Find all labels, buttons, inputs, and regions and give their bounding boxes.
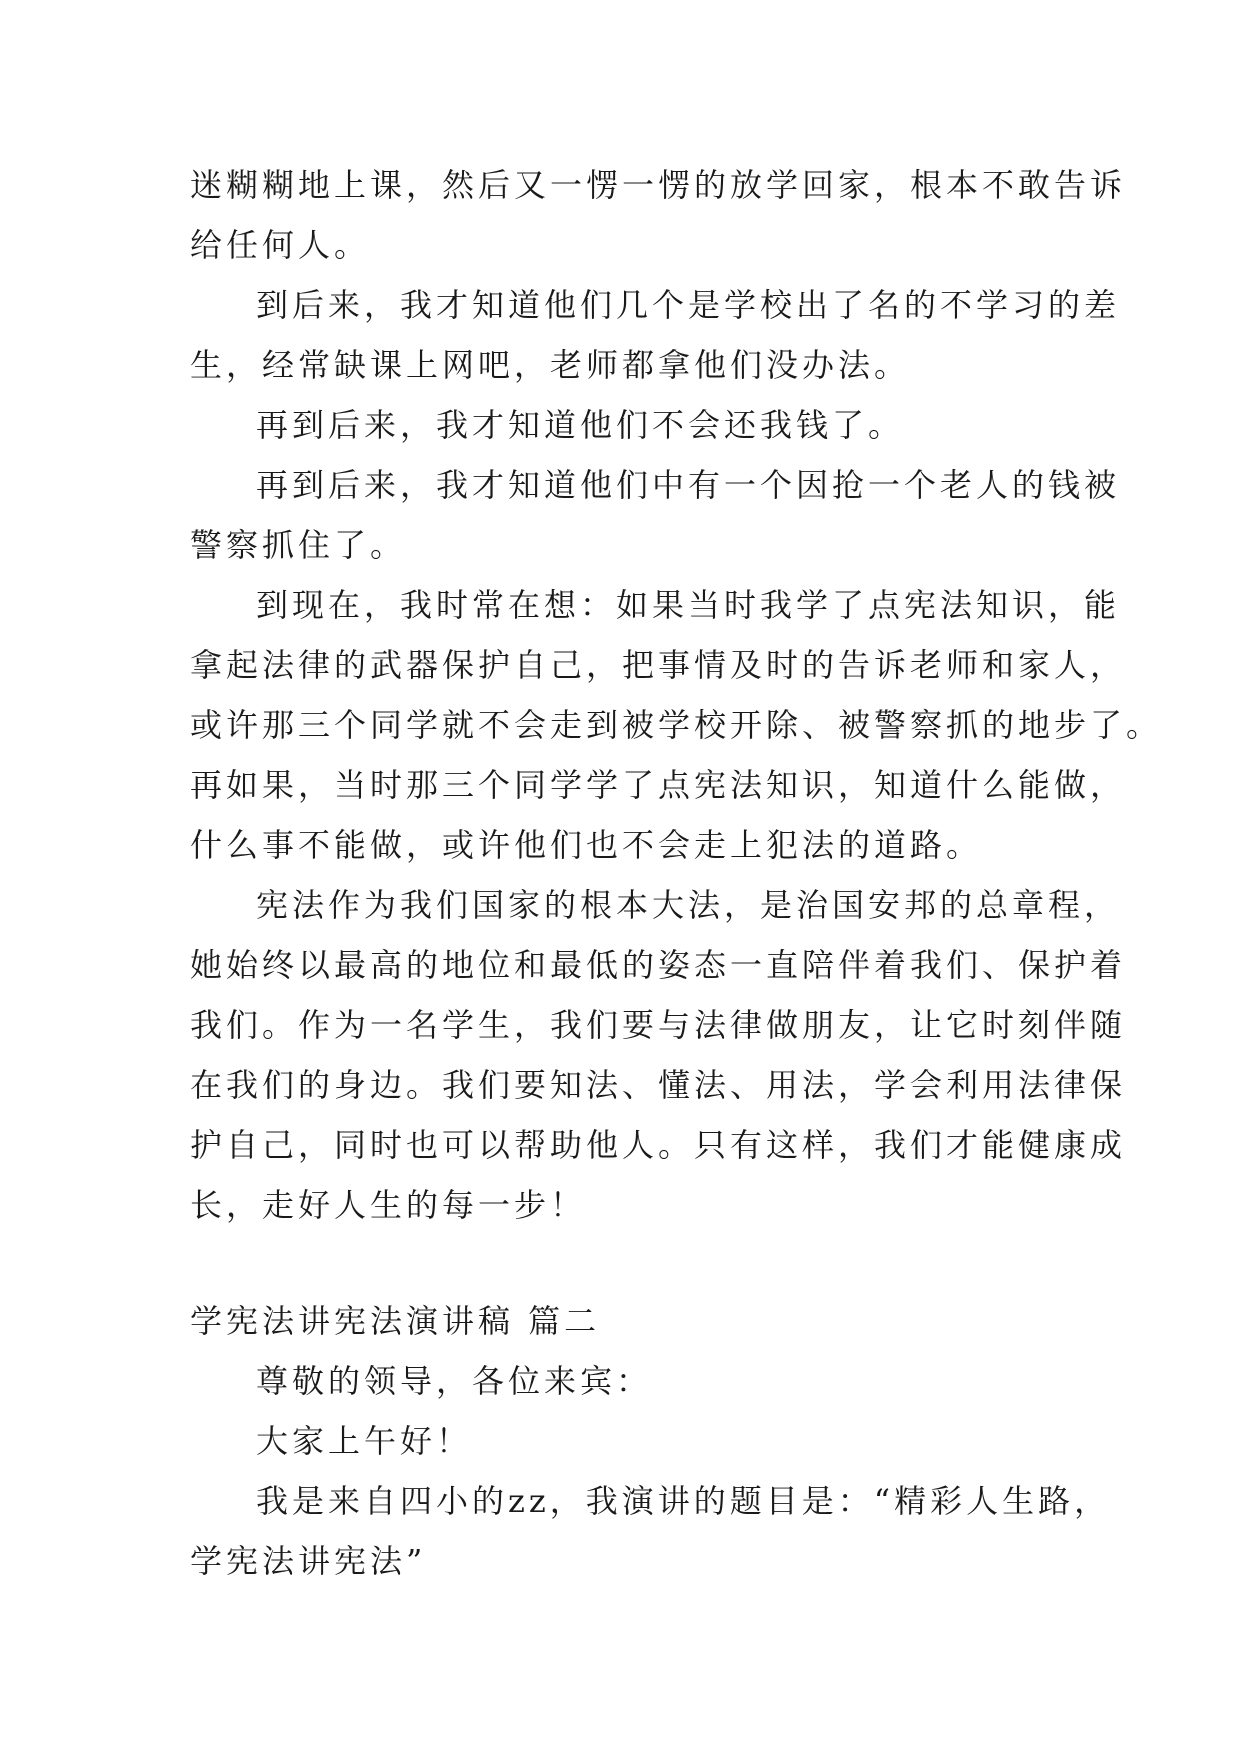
paragraph-start-line: 到后来，我才知道他们几个是学校出了名的不学习的差 (256, 286, 1121, 324)
text-line: 长，走好人生的每一步！ (190, 1186, 587, 1224)
text-line: 给任何人。 (190, 226, 371, 264)
text-line: 警察抓住了。 (190, 526, 407, 564)
text-line: 或许那三个同学就不会走到被学校开除、被警察抓的地步了。 (190, 706, 1163, 744)
paragraph-start-line: 到现在，我时常在想：如果当时我学了点宪法知识，能 (256, 586, 1121, 624)
section-gap (190, 1235, 1060, 1291)
text-line: 生，经常缺课上网吧，老师都拿他们没办法。 (190, 346, 911, 384)
text-line: 在我们的身边。我们要知法、懂法、用法，学会利用法律保 (190, 1066, 1127, 1104)
paragraph-start-line: 宪法作为我们国家的根本大法，是治国安邦的总章程， (256, 886, 1121, 924)
paragraph-start-line: 我是来自四小的zz，我演讲的题目是：“精彩人生路， (256, 1482, 1111, 1520)
paragraph-start-line: 再到后来，我才知道他们不会还我钱了。 (256, 406, 905, 444)
text-line: 学宪法讲宪法” (190, 1542, 427, 1580)
text-line: 拿起法律的武器保护自己，把事情及时的告诉老师和家人， (190, 646, 1127, 684)
paragraph-start-line: 再到后来，我才知道他们中有一个因抢一个老人的钱被 (256, 466, 1121, 504)
text-line: 什么事不能做，或许他们也不会走上犯法的道路。 (190, 826, 983, 864)
text-line: 迷糊糊地上课，然后又一愣一愣的放学回家，根本不敢告诉 (190, 166, 1127, 204)
section-heading: 学宪法讲宪法演讲稿 篇二 (190, 1302, 601, 1340)
text-line: 她始终以最高的地位和最低的姿态一直陪伴着我们、保护着 (190, 946, 1127, 984)
text-line: 再如果，当时那三个同学学了点宪法知识，知道什么能做， (190, 766, 1127, 804)
document-body (190, 155, 1163, 1591)
paragraph-start-line: 尊敬的领导，各位来宾： (256, 1362, 653, 1400)
text-line: 护自己，同时也可以帮助他人。只有这样，我们才能健康成 (190, 1126, 1127, 1164)
text-line: 我们。作为一名学生，我们要与法律做朋友，让它时刻伴随 (190, 1006, 1127, 1044)
paragraph-start-line: 大家上午好！ (256, 1422, 473, 1460)
